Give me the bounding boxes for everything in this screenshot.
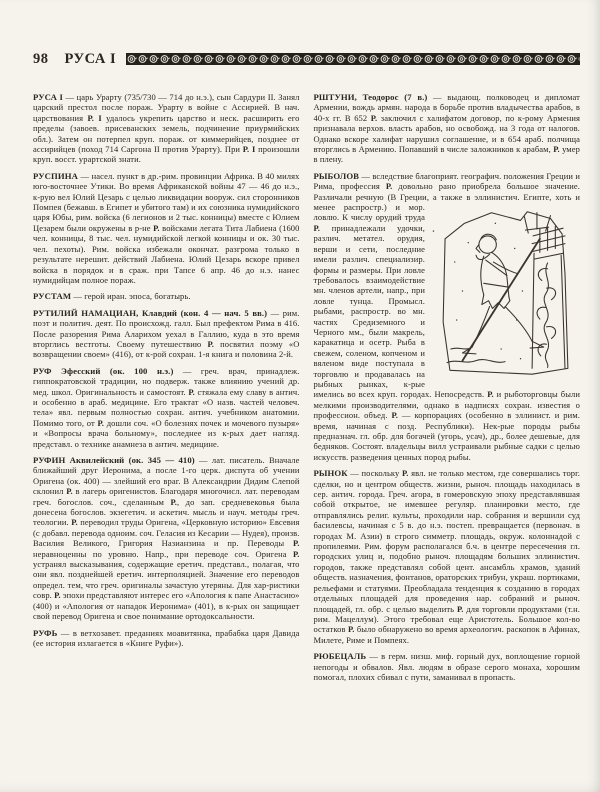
- bold-abbreviation: Р.: [370, 112, 378, 123]
- bold-abbreviation: Р.: [553, 144, 560, 155]
- dictionary-entry: [33, 92, 300, 165]
- entry-paragraph: [33, 628, 300, 649]
- bold-abbreviation: Р.: [293, 548, 300, 559]
- dictionary-entry: [314, 92, 581, 165]
- bold-abbreviation: Р.: [457, 603, 464, 614]
- entry-body: — выдающ. полководец и дипломат Армении, вождь армян. народа в борьбе против владычества арабов, в 40-х гг. В 652 Р. заключил с халифатом договор, по к-рому Армения признавала верхов. власть арабов, но освобожд. на 3 года от налогов. Однако вскоре халифат нарушил соглашение, и в 654 араб. полчища вторглись в Армению. Попавший в числе заложников к арабам, Р. умер в плену.: [313, 92, 581, 165]
- fisherman-with-trident-drawing: [432, 204, 580, 380]
- column-right: [314, 92, 581, 688]
- entry-term: РУСТАМ: [33, 291, 72, 302]
- page-number: 98: [33, 50, 49, 67]
- bold-abbreviation: Р.: [391, 410, 398, 421]
- entry-paragraph: [33, 291, 300, 301]
- bold-abbreviation: Р.: [66, 486, 73, 497]
- entry-paragraph: [33, 366, 300, 449]
- bold-abbreviation: Р.: [207, 338, 214, 349]
- text-columns: [33, 92, 580, 688]
- entry-term: РЫБОЛОВ: [313, 170, 360, 181]
- entry-body: — рим. поэт и политич. деят. По происхожд. галл. Был префектом Рима в 416. После разорения Рима Аларихом уехал в Галлию, куда в это время вторглись вестготы. Своему путешествию Р. посвятил поэму «О возвращении своем» (416), от к-рой сохран. 1-я книга и половина 2-й.: [33, 307, 300, 360]
- running-head: РУСА I: [64, 50, 117, 67]
- entry-body: — вследствие благоприят. географич. положения Греции и Рима, профессия Р. довольно рано приобрела большое значение. Различали речную (В Греции, а также в эллинистич. Египте, хоть и менее распростр.) и мор. ловлю. К числу орудий труда Р. принадлежали удочки, различ. метател. орудия, верши и сети, последние имели различ. специализир. формы и размеры. При ловле требовалось взаимодействие мн. членов артели, напр., при ловле тунца. Промысл. рыбами, распростр. во мн. частях Средиземного и Черного мм., были макрель, каракатица и осетр. Рыба в свежем, соленом, копченом и вяленом виде поступала в торговлю и продавалась на рыбных рынках, к-рые имелись во всех круп. городах. Непосредств. Р. и рыботорговцы были мелкими производителями, однако в надписях сохран. известия о профессион. объед. Р. — корпорациях (особенно в эллинист. и рим. время, начиная с позд. Республики). Нек-рые породы рыбы предназнач. гл. обр. для богачей (угорь, усач), др., более дешевые, для бедняков. Состоят. владельцы вилл устраивали рыбные садки с целью искусств. разведения ценных пород рыбы.: [313, 170, 581, 462]
- entry-term: РЫНОК: [313, 468, 348, 479]
- dictionary-entry: [33, 366, 300, 449]
- entry-term: РУФ Эфесский (ок. 100 н.э.): [33, 365, 174, 376]
- entry-body: — греч. врач, принадлеж. гиппократовской традиции, но подверж. также влиянию учений др. мед. школ. Оригинальность и самостоят. Р. стяжала ему славу в антич. и особенно в араб. медицине. Его трактат «О назв. частей человеч. тела» явл. первым полностью сохран. антич. учебником анатомии. Помимо того, от Р. дошли соч. «О болезнях почек и мочевого пузыря» и «Вопросы врача больному», последнее из к-рых дает нагляд. представл. о технике анамнеза в антич. медицине.: [33, 365, 300, 449]
- entry-term: РУТИЛИЙ НАМАЦИАН, Клавдий (кон. 4 — нач. 5 вв.): [33, 307, 268, 318]
- entry-body: — герой иран. эпоса, богатырь.: [71, 291, 191, 302]
- ornamental-scroll-border: [126, 53, 580, 65]
- bold-abbreviation: Р.: [153, 222, 160, 233]
- entry-term: РУСПИНА: [33, 170, 78, 181]
- entry-body: — в герм. низш. миф. горный дух, воплощение горной непогоды и обвалов. Явл. людям в образе серого монаха, хорошим помогал, плохих сбивал с пути, заманивал в пропасть.: [313, 651, 580, 682]
- bold-abbreviation: Р.: [402, 468, 409, 479]
- bold-abbreviation: Р.: [71, 517, 78, 528]
- entry-body: — в ветхозавет. преданиях моавитянка, прабабка царя Давида (ее история излагается в «Книге Руфи»).: [33, 627, 300, 648]
- entry-paragraph: [33, 171, 300, 285]
- entry-body: — поскольку Р. явл. не только местом, где совершались торг. сделки, но и центром обществ. жизни, рыноч. площадь находилась в сер. антич. города. Греч. агора, в гомеровскую эпоху представлявшая собой открытое, не имевшее регуляр. планировки место, где отправлялись религ. культы, проходили нар. собрания и вершили суд басилевсы, начиная с 5 в. до н.э. постеп. превращается (первонач. в городах М. Азии) в строго симметр. площадь, окруж. колоннадой с пропилеями. Рим. форум располагался б.ч. в центре пересечения гл. городских улиц и, подобно рыноч. площадям больших эллинистич. городов, также представлял собой цент. ансамбль храмов, зданий обществ. назначения, фонтанов, ораторских трибун, украш. портиками, рельефами и статуями. Преобладала тенденция к созданию в городах отдельных площадей для проведения нар. собраний и рыноч. площадей, гл. обр. с целью выделить Р. для торговли продуктами (т.н. рим. Мацеллум). Этого требовал еще Аристотель. Большое кол-во остатков Р. было обнаружено во время археологич. раскопок в Афинах, Милете, Риме и Помпеях.: [313, 468, 580, 645]
- bold-abbreviation: Р.: [54, 590, 61, 601]
- entry-body: — царь Урарту (735/730 — 714 до н.э.), сын Сардури II. Занял царский престол после пораж. Урарту в войне с Ассирией. В нач. царствования Р. I удалось укрепить царство и неск. расширить его пределы (завоев. присеванских земель, подчинение приурмийских обл.). Затем он потерпел круп. пораж. от киммерийцев, позднее от ассирийцев (поход 714 Саргона II против Урарту). При Р. I произошли круп. восст. урартской знати.: [33, 92, 300, 165]
- entry-body: — лат. писатель. Вначале ближайший друг Иеронима, а после 1-го церк. диспута об учении Оригена (ок. 400) — злейший его враг. В Александрии Дидим Слепой склонил Р. в лагерь оригенистов. Благодаря многочисл. лат. переводам греч. богослов. соч., сделанным Р., до зап. средневековья была донесена богослов. экзегетич. и аскетич. мысль и науч. методы греч. теологии. Р. переводил труды Оригена, «Церковную историю» Евсевия (с добавл. перевода одноим. соч. Геласия из Кесарии — Нудея), произв. Василия Великого, Григория Назианзина и пр. Переводы Р. неравноценны по уровню. Напр., при переводе соч. Оригена Р. устранял высказывания, содержащие еретич. представл., полагая, что они явл. позднейшей еретич. интерполяцией. Значение его переводов определ. тем, что греч. оригиналы зачастую утеряны. Для хар-ристики совр. Р. эпохи представляют интерес его «Апология к папе Анастасию» (400) и «Апология от нападок Иеронима» (401), в к-рых он защищает свой перевод Оригена и свое понимание ортодоксальности.: [33, 455, 300, 622]
- page-header: [33, 50, 580, 68]
- bold-abbreviation: Р.: [170, 496, 177, 507]
- entry-paragraph: [33, 455, 300, 622]
- bold-abbreviation: Р.: [385, 181, 393, 192]
- entry-paragraph: [314, 651, 581, 682]
- entry-term: РУФЬ: [33, 627, 58, 638]
- entry-paragraph: [33, 92, 300, 165]
- entry-term: РШТУНИ, Теодорос (7 в.): [313, 92, 428, 102]
- fisherman-relief-illustration: [432, 204, 580, 380]
- dictionary-entry: [33, 171, 300, 285]
- entry-paragraph: [314, 92, 581, 165]
- bold-abbreviation: Р.: [188, 386, 195, 397]
- column-left: [33, 92, 300, 688]
- entry-body: — насел. пункт в др.-рим. провинции Африка. В 40 милях юго-восточнее Утики. Во время Африканской войны 47 — 46 до н.э., к-рую вел Юлий Цезарь с целью ликвидации вооруж. сил сторонников Помпея (бежавш. в Египет и убитого там) и их союзника нумидийского царя Юбы, рим. войска (6 легионов и 2 тыс. конницы) вместе с Юлием Цезарем были окружены в р-не Р. войсками легата Тита Лабиена (1600 чел. конницы, 8 тыс. чел. нумидийской легкой конницы и ок. 30 тыс. чел. пехоты). Рим. войска избежали окончат. разгрома только в результате нерешит. действий Лабиена. Юлий Цезарь вскоре привел войска в порядок и в сраж. при Тапсе 6 апр. 46 до н.э. нанес нумидийцам полное пораж.: [33, 170, 300, 285]
- bold-abbreviation: Р. I: [242, 144, 256, 155]
- entry-term: РЮБЕЦАЛЬ: [313, 651, 367, 662]
- bold-abbreviation: Р.: [97, 417, 104, 428]
- bold-abbreviation: Р.: [313, 222, 320, 233]
- entry-paragraph: [33, 308, 300, 360]
- entry-paragraph: [314, 171, 581, 462]
- dictionary-entry: [314, 651, 581, 682]
- dictionary-entry: [33, 455, 300, 622]
- dictionary-entry: [314, 468, 581, 645]
- dictionary-entry: [33, 291, 300, 301]
- bold-abbreviation: Р.: [347, 624, 355, 635]
- entry-paragraph: [314, 468, 581, 645]
- bold-abbreviation: Р.: [293, 538, 300, 549]
- dictionary-entry: [33, 308, 300, 360]
- dictionary-entry: [33, 628, 300, 649]
- bold-abbreviation: Р. I: [87, 112, 102, 123]
- dictionary-entry: [314, 171, 581, 462]
- bold-abbreviation: Р.: [487, 389, 494, 400]
- entry-term: РУСА I: [33, 92, 64, 102]
- entry-term: РУФИН Аквилейский (ок. 345 — 410): [33, 455, 195, 465]
